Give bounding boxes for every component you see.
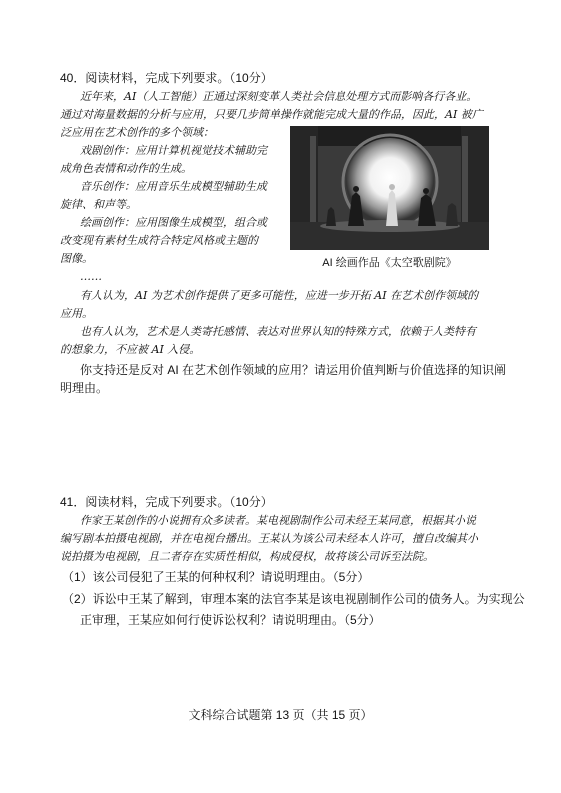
q40-line: 泛应用在艺术创作的多个领域： bbox=[60, 126, 214, 139]
q40-line: 改变现有素材生成符合特定风格或主题的 bbox=[60, 234, 258, 247]
figure-caption: AI 绘画作品《太空歌剧院》 bbox=[322, 257, 457, 269]
q40-line: 有人认为，AI 为艺术创作提供了更多可能性，应进一步开拓 AI 在艺术创作领域的 bbox=[80, 289, 479, 302]
q40-question: 明理由。 bbox=[60, 381, 109, 395]
q40-line: 应用。 bbox=[60, 307, 93, 320]
q40-line: 音乐创作：应用音乐生成模型辅助生成 bbox=[80, 180, 267, 193]
q41-line: 说拍摄为电视剧，且二者存在实质性相似，构成侵权，故将该公司诉至法院。 bbox=[60, 550, 434, 563]
q40-line: 戏剧创作：应用计算机视觉技术辅助完 bbox=[80, 144, 267, 157]
q40-line: 通过对海量数据的分析与应用，只要几步简单操作就能完成大量的作品，因此，AI 被广 bbox=[60, 108, 483, 121]
q40-line: 也有人认为，艺术是人类寄托感情、表达对世界认知的特殊方式，依赖于人类特有 bbox=[80, 325, 476, 338]
q41-subquestion-2: （2）诉讼中王某了解到，审理本案的法官李某是该电视剧制作公司的债务人。为实现公 bbox=[62, 592, 525, 606]
q41-title: 41．阅读材料，完成下列要求。（10分） bbox=[60, 495, 273, 509]
q40-line: …… bbox=[80, 270, 102, 283]
ai-painting-image bbox=[290, 126, 489, 250]
q40-line: 图像。 bbox=[60, 252, 93, 265]
page-footer: 文科综合试题第 13 页（共 15 页） bbox=[188, 708, 373, 722]
q41-subquestion-1: （1）该公司侵犯了王某的何种权利？请说明理由。（5分） bbox=[62, 570, 370, 584]
q41-line: 作家王某创作的小说拥有众多读者。某电视剧制作公司未经王某同意，根据其小说 bbox=[80, 514, 476, 527]
q40-line: 近年来，AI（人工智能）正通过深刻变革人类社会信息处理方式而影响各行各业。 bbox=[80, 90, 478, 103]
q40-line: 绘画创作：应用图像生成模型，组合或 bbox=[80, 216, 267, 229]
q40-line: 旋律、和声等。 bbox=[60, 198, 137, 211]
q40-title: 40．阅读材料，完成下列要求。（10分） bbox=[60, 71, 273, 85]
q40-line: 成角色表情和动作的生成。 bbox=[60, 162, 192, 175]
q40-question: 你支持还是反对 AI 在艺术创作领域的应用？请运用价值判断与价值选择的知识阐 bbox=[80, 363, 507, 377]
q41-line: 编写剧本拍摄电视剧，并在电视台播出。王某认为该公司未经本人许可，擅自改编其小 bbox=[60, 532, 478, 545]
opera-scene-illustration bbox=[290, 126, 489, 250]
q40-line: 的想象力，不应被 AI 入侵。 bbox=[60, 343, 201, 356]
q41-subquestion-2-cont: 正审理，王某应如何行使诉讼权利？请说明理由。（5分） bbox=[80, 613, 381, 627]
